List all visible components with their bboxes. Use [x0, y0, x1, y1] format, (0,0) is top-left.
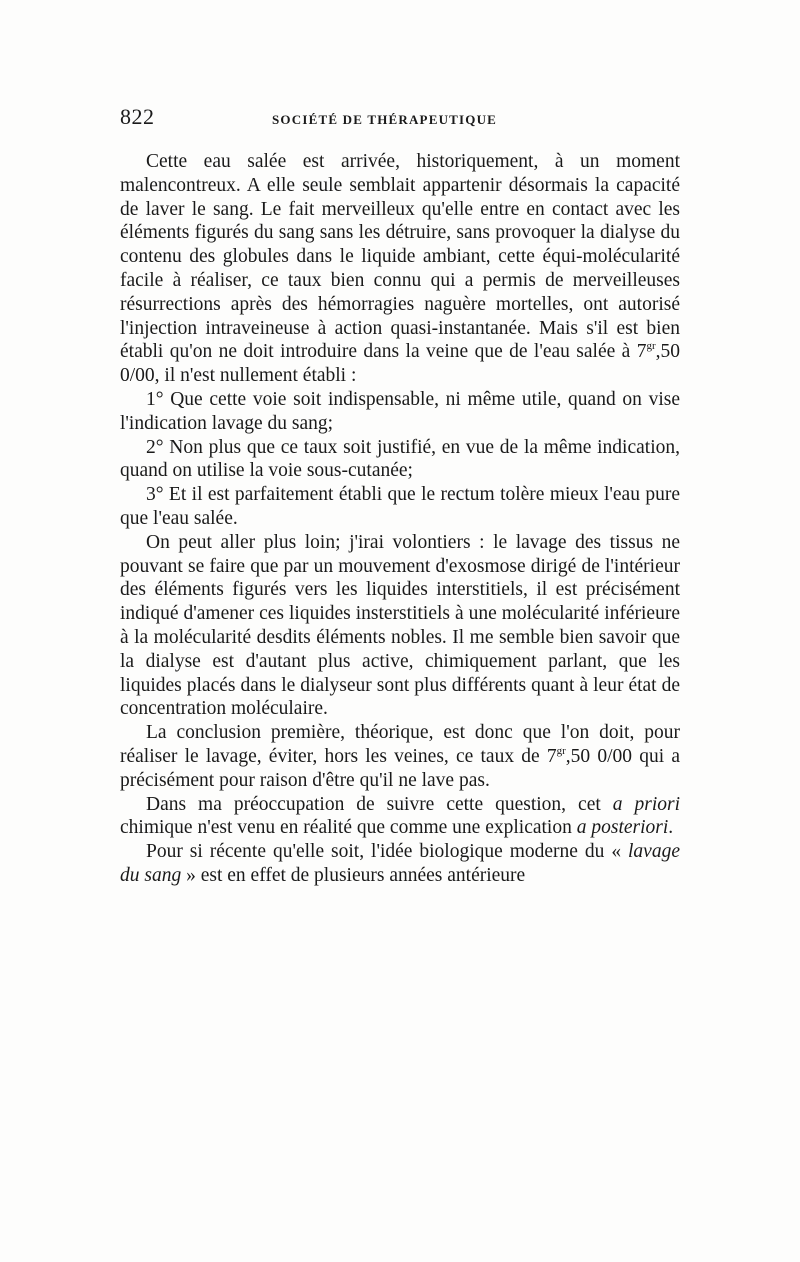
italic-lavage-du-sang: lavage du sang [120, 841, 680, 886]
page-number: 822 [120, 104, 155, 129]
paragraph-6-text-b: ,50 0/00 qui a précisément pour raison d'être qu'il ne lave pas. [120, 745, 680, 791]
paragraph-7 [120, 793, 680, 841]
unit-superscript: gr [556, 744, 566, 757]
paragraph-1-text-b: ,50 0/00, il n'est nullement établi : [120, 341, 680, 387]
paragraph-1-text-a: Cette eau salée est arrivée, historiquement, à un moment malencontreux. A elle seule semblait appartenir désormais la capacité de laver le sang. Le fait merveilleux qu'elle entre en contact avec les éléments figurés du sang sans les détruire, sans provoquer la dialyse du contenu des globules dans le liquide ambiant, cette équi-molécularité facile à réaliser, ce taux bien connu qui a permis de merveilleuses résurrections après des hémorragies naguère mortelles, ont autorisé l'injection intraveineuse à action quasi-instantanée. Mais s'il est bien établi qu'on ne doit introduire dans la veine que de l'eau salée à 7 [120, 151, 680, 363]
running-head [120, 104, 680, 134]
paragraph-7-text-a: Dans ma préoccupation de suivre cette question, cet [146, 793, 613, 815]
paragraph-5: On peut aller plus loin; j'irai volontiers : le lavage des tissus ne pouvant se faire que par un mouvement d'exosmose dirigé de l'intérieur des éléments figurés vers les liquides interstitiels, il est précisément indiqué d'amener ces liquides insterstitiels à une molécularité inférieure à la molécularité desdits éléments nobles. Il me semble bien savoir que la dialyse est d'autant plus active, chimiquement parlant, que les liquides placés dans le dialyseur sont plus différents quant à leur état de concentration moléculaire. [120, 531, 680, 720]
paragraph-3: 2° Non plus que ce taux soit justifié, en vue de la même indication, quand on utilise la voie sous-cutanée; [120, 436, 680, 482]
italic-a-priori: a priori [612, 793, 681, 815]
italic-a-posteriori: a posteriori [576, 817, 669, 839]
unit-superscript: gr [646, 340, 656, 353]
paragraph-7-text-c: . [668, 817, 674, 839]
paragraph-6 [120, 721, 680, 792]
paragraph-8-text-b: » est en effet de plusieurs années antérieure [181, 864, 526, 886]
paragraph-1 [120, 150, 680, 388]
body-text [120, 150, 680, 888]
paragraph-6-text-a: La conclusion première, théorique, est donc que l'on doit, pour réaliser le lavage, éviter, hors les veines, ce taux de 7 [120, 722, 680, 767]
paragraph-8-text-a: Pour si récente qu'elle soit, l'idée biologique moderne du « [146, 841, 629, 863]
paragraph-7-text-b: chimique n'est venu en réalité que comme une explication [120, 817, 577, 839]
paragraph-4: 3° Et il est parfaitement établi que le rectum tolère mieux l'eau pure que l'eau salée. [120, 484, 680, 529]
running-title: SOCIÉTÉ DE THÉRAPEUTIQUE [272, 112, 498, 127]
paragraph-8 [120, 840, 680, 888]
paragraph-2: 1° Que cette voie soit indispensable, ni même utile, quand on vise l'indication lavage du sang; [120, 388, 680, 434]
